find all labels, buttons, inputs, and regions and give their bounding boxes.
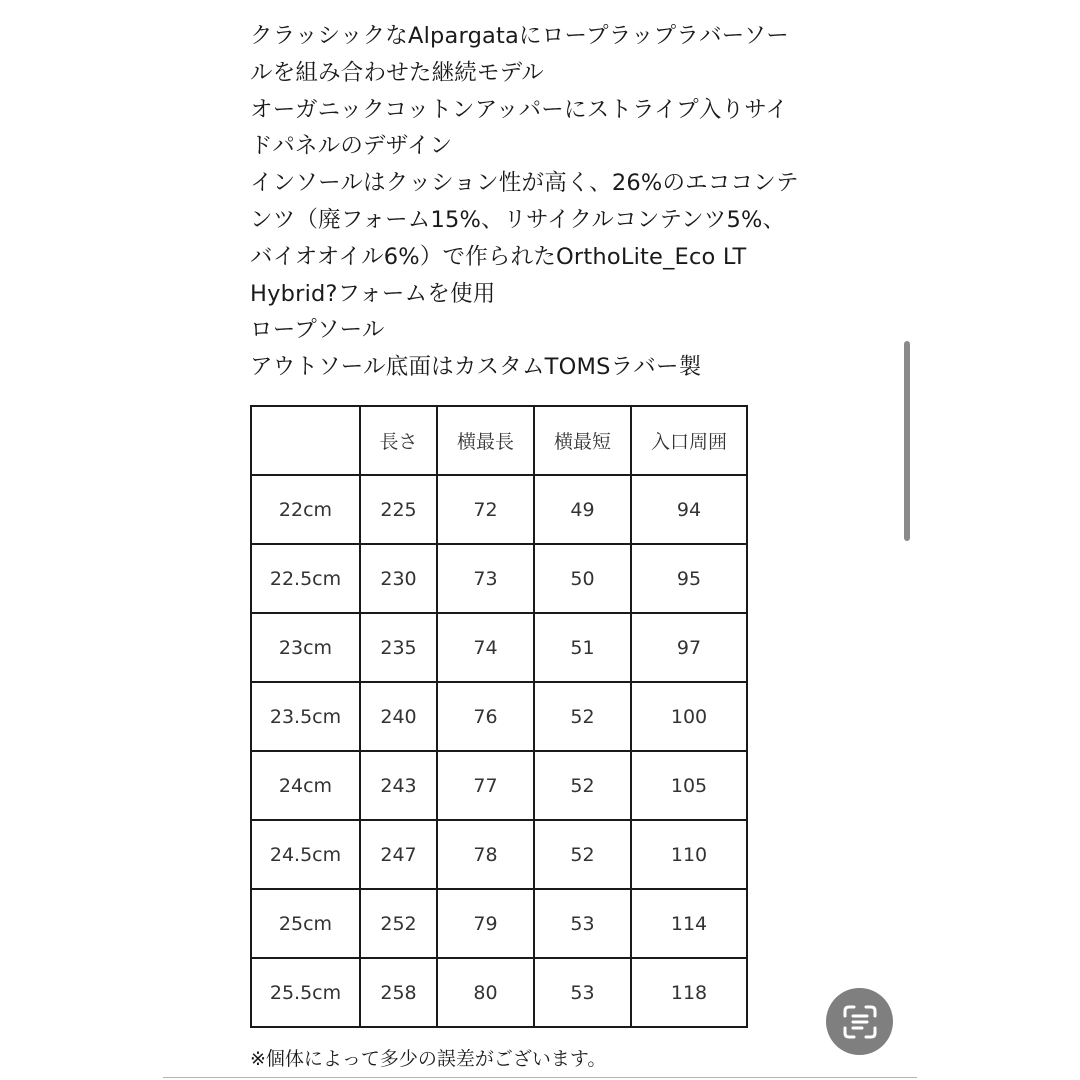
product-description [250,18,840,386]
table-cell: 100 [631,682,747,751]
table-row [251,544,747,613]
header-cell-opening: 入口周囲 [631,406,747,475]
table-row [251,751,747,820]
size-table [250,405,748,1028]
table-cell: 77 [437,751,534,820]
tolerance-note: ※個体によって多少の誤差がございます。 [250,1048,607,1070]
table-cell: 258 [360,958,437,1027]
header-cell-max-width: 横最長 [437,406,534,475]
table-cell: 24.5cm [251,820,360,889]
table-cell: 252 [360,889,437,958]
description-line: ドパネルのデザイン [250,133,453,160]
table-cell: 53 [534,889,631,958]
table-cell: 52 [534,820,631,889]
bottom-divider [163,1077,917,1078]
table-row [251,889,747,958]
description-line: ロープソール [250,317,385,344]
table-cell: 23cm [251,613,360,682]
table-row [251,475,747,544]
table-cell: 243 [360,751,437,820]
table-cell: 114 [631,889,747,958]
table-row [251,958,747,1027]
description-line: アウトソール底面はカスタムTOMSラバー製 [250,354,702,381]
table-cell: 105 [631,751,747,820]
description-line: インソールはクッション性が高く、26%のエココンテ [250,170,799,197]
table-cell: 52 [534,751,631,820]
table-cell: 22cm [251,475,360,544]
vertical-scrollbar[interactable] [904,341,910,541]
table-cell: 49 [534,475,631,544]
table-cell: 25.5cm [251,958,360,1027]
description-line: バイオオイル6%）で作られたOrthoLite_Eco LT [250,243,747,270]
table-cell: 79 [437,889,534,958]
table-cell: 72 [437,475,534,544]
table-row [251,682,747,751]
description-line: クラッシックなAlpargataにロープラップラバーソー [250,23,789,49]
table-cell: 50 [534,544,631,613]
table-cell: 78 [437,820,534,889]
table-row [251,613,747,682]
header-cell-min-width: 横最短 [534,406,631,475]
table-cell: 22.5cm [251,544,360,613]
header-cell-length: 長さ [360,406,437,475]
table-cell: 235 [360,613,437,682]
table-cell: 225 [360,475,437,544]
table-cell: 110 [631,820,747,889]
scan-text-button[interactable] [826,988,893,1055]
table-cell: 52 [534,682,631,751]
description-line: ルを組み合わせた継続モデル [250,59,544,86]
table-cell: 74 [437,613,534,682]
table-cell: 80 [437,958,534,1027]
table-cell: 76 [437,682,534,751]
scan-text-icon [842,1004,878,1040]
table-cell: 247 [360,820,437,889]
description-line: Hybrid?フォームを使用 [250,280,496,307]
table-cell: 51 [534,613,631,682]
table-cell: 94 [631,475,747,544]
table-cell: 230 [360,544,437,613]
table-cell: 118 [631,958,747,1027]
table-cell: 95 [631,544,747,613]
table-cell: 25cm [251,889,360,958]
header-cell-size [251,406,360,475]
table-cell: 24cm [251,751,360,820]
table-row [251,820,747,889]
table-cell: 97 [631,613,747,682]
description-line: ンツ（廃フォーム15%、リサイクルコンテンツ5%、 [250,206,786,233]
table-header-row [251,406,747,475]
description-line: オーガニックコットンアッパーにストライプ入りサイ [250,96,789,123]
table-cell: 53 [534,958,631,1027]
table-cell: 240 [360,682,437,751]
table-cell: 23.5cm [251,682,360,751]
table-cell: 73 [437,544,534,613]
